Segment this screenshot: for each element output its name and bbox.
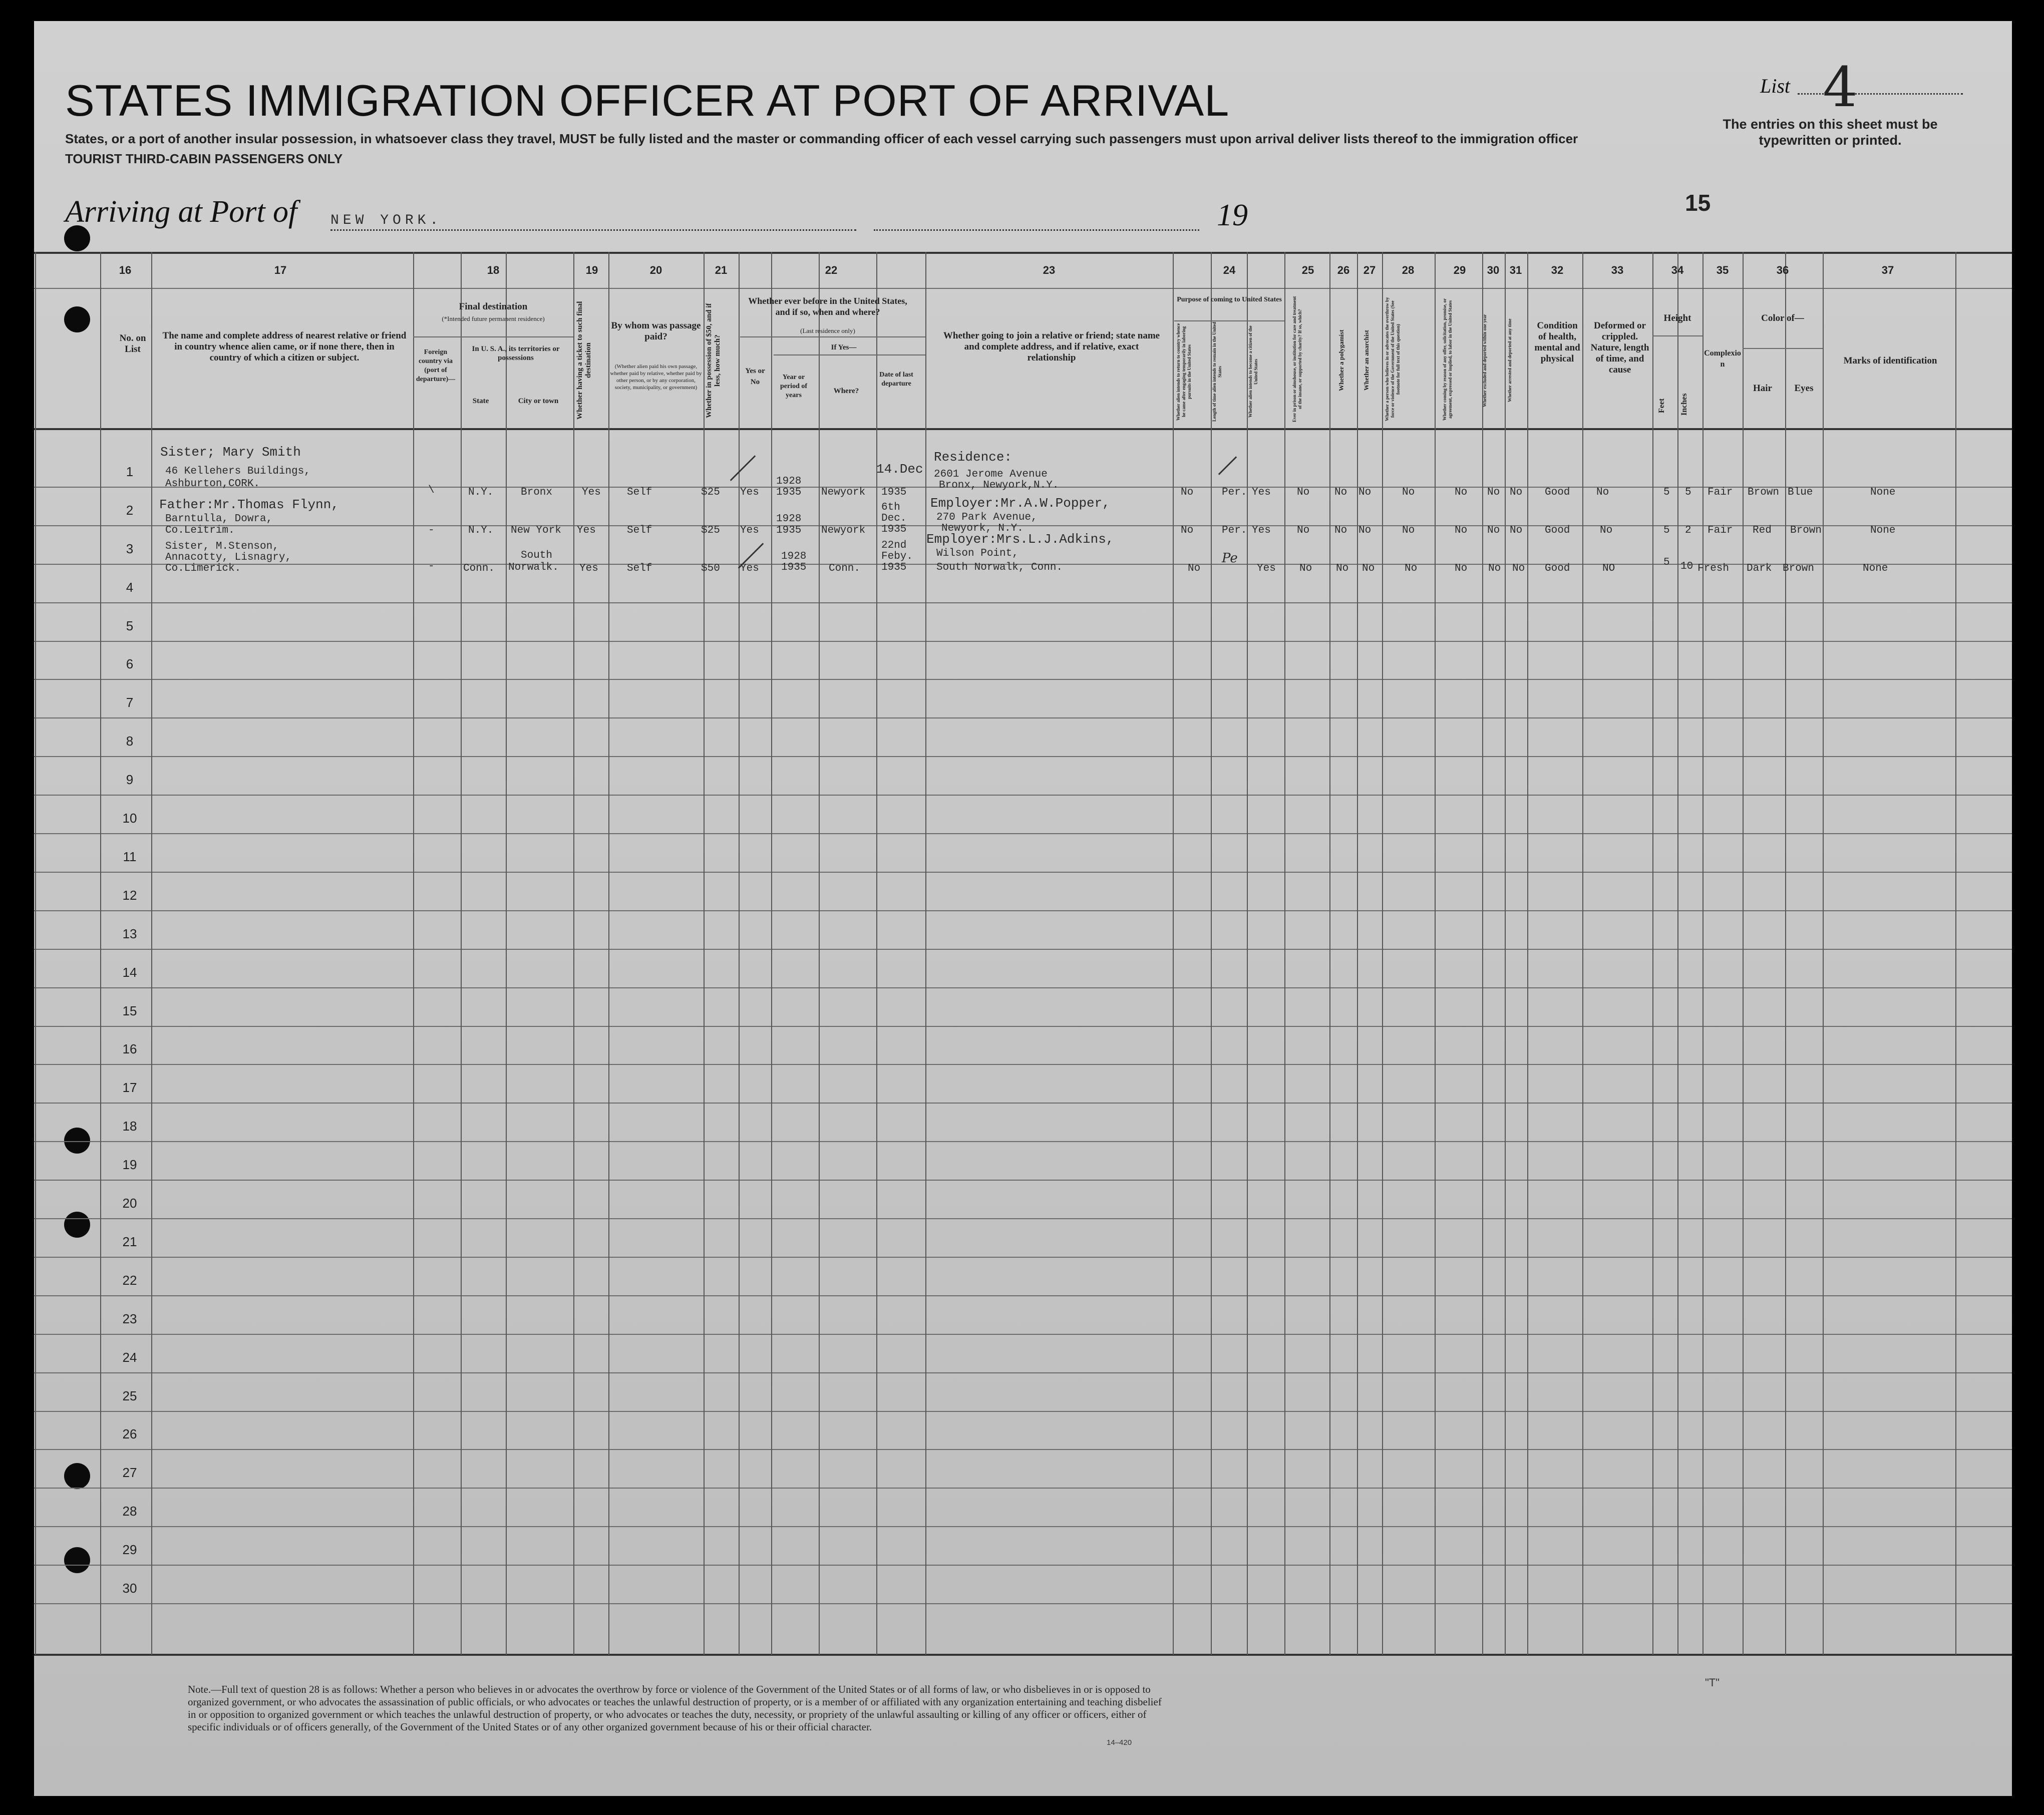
row2-before: Yes bbox=[740, 525, 759, 536]
header-final-destination: Final destination bbox=[459, 301, 528, 312]
column-line bbox=[100, 252, 101, 1655]
row2-q28: No bbox=[1402, 525, 1415, 536]
row1-join-3: Bronx, Newyork,N.Y. bbox=[939, 480, 1059, 491]
row1-years-2: 1935 bbox=[776, 487, 802, 498]
row3-join-3: South Norwalk, Conn. bbox=[936, 562, 1063, 573]
subtitle-line-2: TOURIST THIRD-CABIN PASSENGERS ONLY bbox=[65, 151, 343, 166]
row2-health: Good bbox=[1545, 525, 1570, 536]
row1-complexion: Fair bbox=[1708, 487, 1733, 498]
row-rule bbox=[34, 1603, 2012, 1604]
row-rule bbox=[34, 1295, 2012, 1296]
column-line bbox=[925, 252, 926, 1655]
header-q28: Whether a person who believes in or advocates the overthrow by force or violence of the Government of the United States (See footnote for full text of this question) bbox=[1385, 297, 1401, 422]
row3-where: Conn. bbox=[829, 563, 861, 574]
row2-ticket: Yes bbox=[577, 525, 596, 536]
header-height: Height bbox=[1663, 313, 1691, 323]
list-number: 4 bbox=[1823, 55, 1858, 119]
header-state: State bbox=[472, 397, 489, 405]
row-rule bbox=[34, 602, 2012, 603]
row2-where: Newyork bbox=[821, 525, 866, 536]
row3-money: $50 bbox=[701, 563, 720, 574]
row1-ticket: Yes bbox=[582, 487, 601, 498]
row-number: 11 bbox=[123, 849, 137, 864]
row2-anarchist: No bbox=[1358, 525, 1372, 536]
header-feet: Feet bbox=[1657, 398, 1666, 413]
row-rule bbox=[34, 1411, 2012, 1412]
binder-hole bbox=[64, 306, 90, 332]
column-line bbox=[1527, 252, 1528, 1655]
header-ever-before-note: (Last residence only) bbox=[800, 327, 855, 334]
row2-join-2: 270 Park Avenue, bbox=[936, 512, 1038, 523]
column-line bbox=[1329, 252, 1330, 1655]
row2-q31: No bbox=[1510, 525, 1523, 536]
row1-q29: No bbox=[1455, 487, 1468, 498]
row-rule bbox=[34, 641, 2012, 642]
row3-join-1: Employer:Mrs.L.J.Adkins, bbox=[926, 532, 1114, 547]
column-line bbox=[1785, 252, 1786, 1655]
row2-relative-3: Co.Leitrim. bbox=[165, 525, 235, 536]
row2-relative-2: Barntulla, Dowra, bbox=[165, 513, 273, 525]
column-line bbox=[1955, 252, 1956, 1655]
row1-relative-2: 46 Kellehers Buildings, bbox=[165, 466, 310, 477]
row3-departure-3: 1935 bbox=[881, 562, 907, 573]
header-hair: Hair bbox=[1753, 383, 1772, 394]
row3-hair: Dark bbox=[1747, 563, 1772, 574]
row-number: 7 bbox=[126, 695, 134, 710]
row-number: 1 bbox=[126, 464, 134, 479]
row1-marks: None bbox=[1870, 487, 1896, 498]
row3-ticket: Yes bbox=[579, 563, 598, 574]
row1-departure-1: 14.Dec bbox=[876, 462, 923, 477]
row2-join-1: Employer:Mr.A.W.Popper, bbox=[930, 496, 1110, 511]
header-anarchist: Whether an anarchist bbox=[1362, 330, 1370, 391]
header-purpose-length: Length of time alien intends to remain in the United States bbox=[1212, 321, 1222, 422]
row2-citizen: Yes bbox=[1252, 525, 1271, 536]
row-number: 25 bbox=[122, 1388, 137, 1403]
row-number: 21 bbox=[122, 1234, 137, 1249]
table-bottom-rule bbox=[34, 1654, 2012, 1656]
row2-relative-1: Father:Mr.Thomas Flynn, bbox=[159, 497, 339, 512]
row-rule bbox=[34, 949, 2012, 950]
subtitle-line-1: States, or a port of another insular possession, in whatsoever class they travel, MUST be fully listed and the master or commanding officer of each vessel carrying such passengers must upon arrival deliver lists thereof to the immigration officer bbox=[65, 131, 1578, 146]
column-line bbox=[506, 252, 507, 1655]
row-number: 9 bbox=[126, 772, 134, 787]
header-money: Whether in possession of $50, and if less, how much? bbox=[705, 303, 722, 418]
form-number: 14–420 bbox=[1107, 1738, 1132, 1747]
row1-q30: No bbox=[1487, 487, 1500, 498]
column-number: 32 bbox=[1551, 264, 1564, 276]
row1-departure-2: 1935 bbox=[881, 487, 907, 498]
row-number: 3 bbox=[126, 541, 134, 556]
row-number: 5 bbox=[126, 618, 134, 633]
header-prison: Ever in prison or almshouse, or institution for care and treatment of the insane, or supported by charity? If so, which? bbox=[1292, 296, 1302, 423]
column-line bbox=[413, 252, 414, 1655]
header-complexion: Complexion bbox=[1704, 349, 1741, 369]
row1-polygamist: No bbox=[1334, 487, 1347, 498]
row3-health: Good bbox=[1545, 563, 1570, 574]
row-rule bbox=[34, 679, 2012, 680]
row-number: 17 bbox=[122, 1080, 137, 1095]
row1-citizen: Yes bbox=[1252, 487, 1271, 498]
row2-join-3: Newyork, N.Y. bbox=[941, 523, 1024, 534]
row3-relative-2: Annacotty, Lisnagry, bbox=[165, 552, 292, 563]
row1-return: No bbox=[1181, 487, 1194, 498]
column-number: 37 bbox=[1881, 264, 1894, 276]
column-number: 19 bbox=[585, 264, 598, 276]
row-number: 4 bbox=[126, 580, 134, 595]
binder-hole bbox=[64, 1547, 90, 1573]
row1-before: Yes bbox=[740, 487, 759, 498]
row3-return: No bbox=[1188, 563, 1201, 574]
row1-q28: No bbox=[1402, 487, 1415, 498]
row-number: 16 bbox=[122, 1041, 137, 1056]
subheader-rule bbox=[1652, 335, 1702, 336]
header-polygamist: Whether a polygamist bbox=[1337, 329, 1345, 392]
row2-inches: 2 bbox=[1685, 525, 1691, 536]
column-line bbox=[1435, 252, 1436, 1655]
row3-polygamist: No bbox=[1336, 563, 1349, 574]
list-label: List bbox=[1760, 75, 1791, 97]
row1-join-1: Residence: bbox=[934, 450, 1012, 465]
row3-deformed: NO bbox=[1602, 563, 1615, 574]
row2-return: No bbox=[1181, 525, 1194, 536]
header-purpose: Purpose of coming to United States bbox=[1177, 296, 1282, 303]
row-number: 18 bbox=[122, 1119, 137, 1134]
row3-departure-2: Feby. bbox=[881, 551, 913, 562]
header-ticket: Whether having a ticket to such final destination bbox=[576, 301, 592, 420]
row1-paid: Self bbox=[627, 487, 652, 498]
header-q31: Whether arrested and deported at any time bbox=[1507, 318, 1512, 403]
column-line bbox=[1677, 252, 1678, 1655]
row-number: 10 bbox=[122, 811, 137, 826]
date-dotted-line bbox=[874, 229, 1199, 231]
manifest-sheet bbox=[34, 21, 2012, 1796]
row-number: 15 bbox=[122, 1003, 137, 1018]
row3-citizen: Yes bbox=[1257, 563, 1276, 574]
subheader-rule bbox=[774, 354, 925, 355]
row-rule bbox=[34, 910, 2012, 911]
row2-prison: No bbox=[1297, 525, 1310, 536]
row1-feet: 5 bbox=[1663, 487, 1670, 498]
row2-state: N.Y. bbox=[468, 525, 494, 536]
row3-city-1: South bbox=[521, 550, 553, 561]
table-top-rule bbox=[34, 252, 2012, 254]
column-number: 34 bbox=[1671, 264, 1684, 276]
port-dotted-line bbox=[330, 229, 856, 231]
header-inches: Inches bbox=[1680, 393, 1688, 416]
header-no-on-list: No. on List bbox=[119, 333, 146, 354]
row3-prison: No bbox=[1299, 563, 1312, 574]
header-if-yes: If Yes— bbox=[831, 343, 857, 351]
header-city: City or town bbox=[518, 397, 559, 405]
row1-money: $25 bbox=[701, 487, 720, 498]
column-number: 36 bbox=[1776, 264, 1789, 276]
row-rule bbox=[34, 833, 2012, 834]
row3-state: Conn. bbox=[463, 563, 495, 574]
row2-money: $25 bbox=[701, 525, 720, 536]
column-line bbox=[1505, 252, 1506, 1655]
row3-foreign: - bbox=[428, 561, 435, 572]
column-line bbox=[1743, 252, 1744, 1655]
header-color-of: Color of— bbox=[1761, 313, 1804, 323]
row2-q29: No bbox=[1455, 525, 1468, 536]
row-rule bbox=[34, 1257, 2012, 1258]
column-number: 26 bbox=[1337, 264, 1350, 276]
row3-q28: No bbox=[1405, 563, 1418, 574]
row1-health: Good bbox=[1545, 487, 1570, 498]
row2-feet: 5 bbox=[1663, 525, 1670, 536]
row2-years-2: 1935 bbox=[776, 525, 802, 536]
row-rule bbox=[34, 1334, 2012, 1335]
binder-hole bbox=[64, 1212, 90, 1238]
row1-inches: 5 bbox=[1685, 487, 1691, 498]
row-rule bbox=[34, 1026, 2012, 1027]
year-prefix: 19 bbox=[1217, 198, 1248, 232]
row3-years-2: 1935 bbox=[781, 562, 807, 573]
column-line bbox=[461, 252, 462, 1655]
row-number: 27 bbox=[122, 1465, 137, 1480]
row3-paid: Self bbox=[627, 563, 652, 574]
column-number-rule bbox=[34, 288, 2012, 289]
row-rule bbox=[34, 1103, 2012, 1104]
row-number: 2 bbox=[126, 503, 134, 518]
column-line bbox=[1582, 252, 1583, 1655]
row3-before: Yes bbox=[740, 563, 759, 574]
header-date-departure: Date of last departure bbox=[879, 371, 913, 388]
column-line bbox=[704, 252, 705, 1655]
row-rule bbox=[34, 1372, 2012, 1373]
row1-deformed: No bbox=[1596, 487, 1609, 498]
subheader-rule bbox=[1174, 320, 1284, 321]
page-number: 15 bbox=[1685, 190, 1711, 216]
row2-departure-2: Dec. bbox=[881, 513, 907, 524]
t-mark: "T" bbox=[1705, 1676, 1720, 1689]
header-in-usa: In U. S. A., its territories or possessions bbox=[472, 345, 560, 362]
row1-q31: No bbox=[1510, 487, 1523, 498]
header-purpose-citizen: Whether alien intends to become a citizen of the United States bbox=[1248, 325, 1258, 418]
row3-q31: No bbox=[1512, 563, 1525, 574]
subheader-rule bbox=[740, 336, 925, 337]
column-line bbox=[819, 252, 820, 1655]
row1-eyes: Blue bbox=[1788, 487, 1813, 498]
row1-anarchist: No bbox=[1358, 487, 1372, 498]
header-eyes: Eyes bbox=[1794, 383, 1814, 394]
row-rule bbox=[34, 756, 2012, 757]
header-yes-or-no: Yes or No bbox=[745, 367, 765, 386]
row-number: 12 bbox=[122, 888, 137, 903]
row2-polygamist: No bbox=[1334, 525, 1347, 536]
row1-years-1: 1928 bbox=[776, 476, 802, 487]
column-number: 30 bbox=[1487, 264, 1500, 276]
port-value: NEW YORK. bbox=[330, 213, 443, 228]
header-marks: Marks of identification bbox=[1843, 355, 1937, 366]
row-number: 26 bbox=[122, 1426, 137, 1441]
column-number: 28 bbox=[1402, 264, 1415, 276]
column-line bbox=[1702, 252, 1704, 1655]
row-number: 8 bbox=[126, 734, 134, 749]
column-line bbox=[1284, 252, 1285, 1655]
header-join-relative: Whether going to join a relative or friend; state name and complete address, and if relative, exact relationship bbox=[943, 330, 1160, 363]
header-q29: Whether coming by reason of any offer, solicitation, promise, or agreement, expressed or implied, to labor in the United States bbox=[1442, 298, 1453, 421]
header-where: Where? bbox=[833, 387, 859, 395]
row-rule bbox=[34, 1488, 2012, 1489]
header-ever-before: Whether ever before in the United States, and if so, when and where? bbox=[748, 296, 907, 317]
header-deformed: Deformed or crippled. Nature, length of time, and cause bbox=[1590, 320, 1649, 375]
footer-note: Note.—Full text of question 28 is as follows: Whether a person who believes in or advocates the overthrow by force or violence of the Government of the United States or of all forms of law, or who disbelieves in or is opposed to organized government, or who advocates the assassination of public officials, or who advocates or teaches the unlawful destruction of property, or is a member of or affiliated with any organization entertaining and teaching disbelief in or opposition to organized government or which teaches the unlawful destruction of property, or who advocates or teaches the duty, necessity, or propriety of the unlawful assaulting or killing of any officer or officers, either of specific individuals or of officers generally, of the Government of the United States or of any other organized government because of his or their official character. bbox=[188, 1683, 1162, 1733]
row-rule bbox=[34, 1526, 2012, 1527]
row3-anarchist: No bbox=[1362, 563, 1375, 574]
row-number: 6 bbox=[126, 656, 134, 671]
row-rule bbox=[34, 1064, 2012, 1065]
column-line bbox=[1173, 252, 1174, 1655]
row3-marks: None bbox=[1863, 563, 1888, 574]
row3-q30: No bbox=[1488, 563, 1501, 574]
row2-q30: No bbox=[1487, 525, 1500, 536]
row-number: 30 bbox=[122, 1581, 137, 1596]
row-number: 13 bbox=[122, 926, 137, 941]
column-line bbox=[1482, 252, 1483, 1655]
column-number: 33 bbox=[1611, 264, 1624, 276]
column-number: 29 bbox=[1453, 264, 1466, 276]
row-number: 23 bbox=[122, 1311, 137, 1326]
row3-departure-1: 22nd bbox=[881, 540, 907, 551]
row3-q29: No bbox=[1455, 563, 1468, 574]
header-health: Condition of health, mental and physical bbox=[1534, 320, 1580, 364]
row3-relative-1: Sister, M.Stenson, bbox=[165, 541, 279, 552]
row-number: 20 bbox=[122, 1196, 137, 1211]
row-number: 14 bbox=[122, 965, 137, 980]
row-number: 19 bbox=[122, 1157, 137, 1172]
row3-inches: 10 bbox=[1680, 561, 1693, 572]
header-by-whom: By whom was passage paid? bbox=[611, 320, 701, 342]
row-number: 22 bbox=[122, 1273, 137, 1288]
row2-hair: Red bbox=[1753, 525, 1772, 536]
row3-length: Pe bbox=[1222, 551, 1238, 566]
row2-departure-3: 1935 bbox=[881, 524, 907, 535]
column-number: 27 bbox=[1363, 264, 1376, 276]
column-number: 31 bbox=[1509, 264, 1522, 276]
header-year-period: Year or period of years bbox=[780, 374, 808, 399]
column-number: 22 bbox=[825, 264, 838, 276]
row2-departure-1: 6th bbox=[881, 502, 900, 513]
row3-years-1: 1928 bbox=[781, 551, 807, 562]
header-bottom-rule bbox=[34, 428, 2012, 430]
row2-complexion: Fair bbox=[1708, 525, 1733, 536]
subheader-rule bbox=[1743, 348, 1823, 349]
row2-length: Per. bbox=[1222, 525, 1247, 536]
row2-foreign: - bbox=[428, 525, 435, 536]
row3-join-2: Wilson Point, bbox=[936, 548, 1018, 559]
column-line bbox=[608, 252, 609, 1655]
subheader-rule bbox=[413, 336, 573, 337]
column-number: 18 bbox=[487, 264, 500, 276]
row1-relative-1: Sister; Mary Smith bbox=[160, 445, 301, 460]
row-rule bbox=[34, 717, 2012, 718]
column-number: 16 bbox=[119, 264, 132, 276]
row1-prison: No bbox=[1297, 487, 1310, 498]
column-line bbox=[1357, 252, 1358, 1655]
row1-foreign: \ bbox=[428, 485, 435, 496]
column-line bbox=[771, 252, 772, 1655]
entries-note: The entries on this sheet must be typewritten or printed. bbox=[1723, 117, 1938, 148]
row1-relative-3: Ashburton,CORK. bbox=[165, 478, 260, 490]
row-rule bbox=[34, 1180, 2012, 1181]
header-by-whom-note: (Whether alien paid his own passage, whether paid by relative, whether paid by other person, or by any corporation, society, municipality, or government) bbox=[610, 364, 702, 391]
column-line bbox=[35, 252, 36, 1655]
row2-marks: None bbox=[1870, 525, 1896, 536]
row3-relative-3: Co.Limerick. bbox=[165, 563, 241, 574]
column-line bbox=[573, 252, 574, 1655]
row2-years-1: 1928 bbox=[776, 513, 802, 525]
header-q30: Whether excluded and deported within one year bbox=[1482, 314, 1487, 407]
row-number: 28 bbox=[122, 1504, 137, 1519]
header-purpose-return: Whether alien intends to return to country whence he came after engaging temporarily in laboring pursuits in the United States bbox=[1176, 323, 1192, 421]
column-number: 23 bbox=[1043, 264, 1056, 276]
row2-city: New York bbox=[511, 525, 561, 536]
header-foreign-country: Foreign country via (port of departure)— bbox=[416, 348, 456, 383]
row-rule bbox=[34, 1218, 2012, 1219]
row-rule bbox=[34, 1449, 2012, 1450]
column-number: 25 bbox=[1301, 264, 1314, 276]
page-title: STATES IMMIGRATION OFFICER AT PORT OF ARRIVAL bbox=[65, 76, 1230, 125]
column-line bbox=[1382, 252, 1383, 1655]
row-number: 24 bbox=[122, 1350, 137, 1365]
row3-feet: 5 bbox=[1663, 557, 1670, 568]
row2-eyes: Brown bbox=[1790, 525, 1822, 536]
row1-length: Per. bbox=[1222, 487, 1247, 498]
binder-hole bbox=[64, 1128, 90, 1154]
column-line bbox=[1211, 252, 1212, 1655]
row1-join-2: 2601 Jerome Avenue bbox=[934, 469, 1048, 480]
column-line bbox=[1823, 252, 1824, 1655]
binder-hole bbox=[64, 1463, 90, 1489]
row3-complexion: Fresh bbox=[1697, 563, 1730, 574]
row1-hair: Brown bbox=[1748, 487, 1780, 498]
column-number: 20 bbox=[649, 264, 662, 276]
row2-deformed: No bbox=[1600, 525, 1613, 536]
column-line bbox=[1652, 252, 1653, 1655]
row-rule bbox=[34, 795, 2012, 796]
header-nearest-relative: The name and complete address of nearest relative or friend in country whence alien came, or if none there, then in country of which a citizen or subject. bbox=[162, 330, 407, 363]
row-rule bbox=[34, 872, 2012, 873]
header-final-destination-note: (*Intended future permanent residence) bbox=[442, 315, 545, 322]
column-number: 21 bbox=[715, 264, 728, 276]
row-rule bbox=[34, 1565, 2012, 1566]
column-number: 24 bbox=[1223, 264, 1236, 276]
column-line bbox=[1247, 252, 1248, 1655]
column-number: 17 bbox=[274, 264, 287, 276]
column-number: 35 bbox=[1716, 264, 1729, 276]
row1-state: N.Y. bbox=[468, 487, 494, 498]
row-rule bbox=[34, 987, 2012, 988]
row3-city-2: Norwalk. bbox=[508, 562, 559, 573]
row1-where: Newyork bbox=[821, 487, 866, 498]
column-line bbox=[739, 252, 740, 1655]
row3-eyes: Brown bbox=[1783, 563, 1815, 574]
row1-city: Bronx bbox=[521, 487, 553, 498]
column-line bbox=[151, 252, 152, 1655]
row-rule bbox=[34, 1141, 2012, 1142]
row2-paid: Self bbox=[627, 525, 652, 536]
arriving-label: Arriving at Port of bbox=[65, 195, 297, 229]
row-number: 29 bbox=[122, 1542, 137, 1557]
